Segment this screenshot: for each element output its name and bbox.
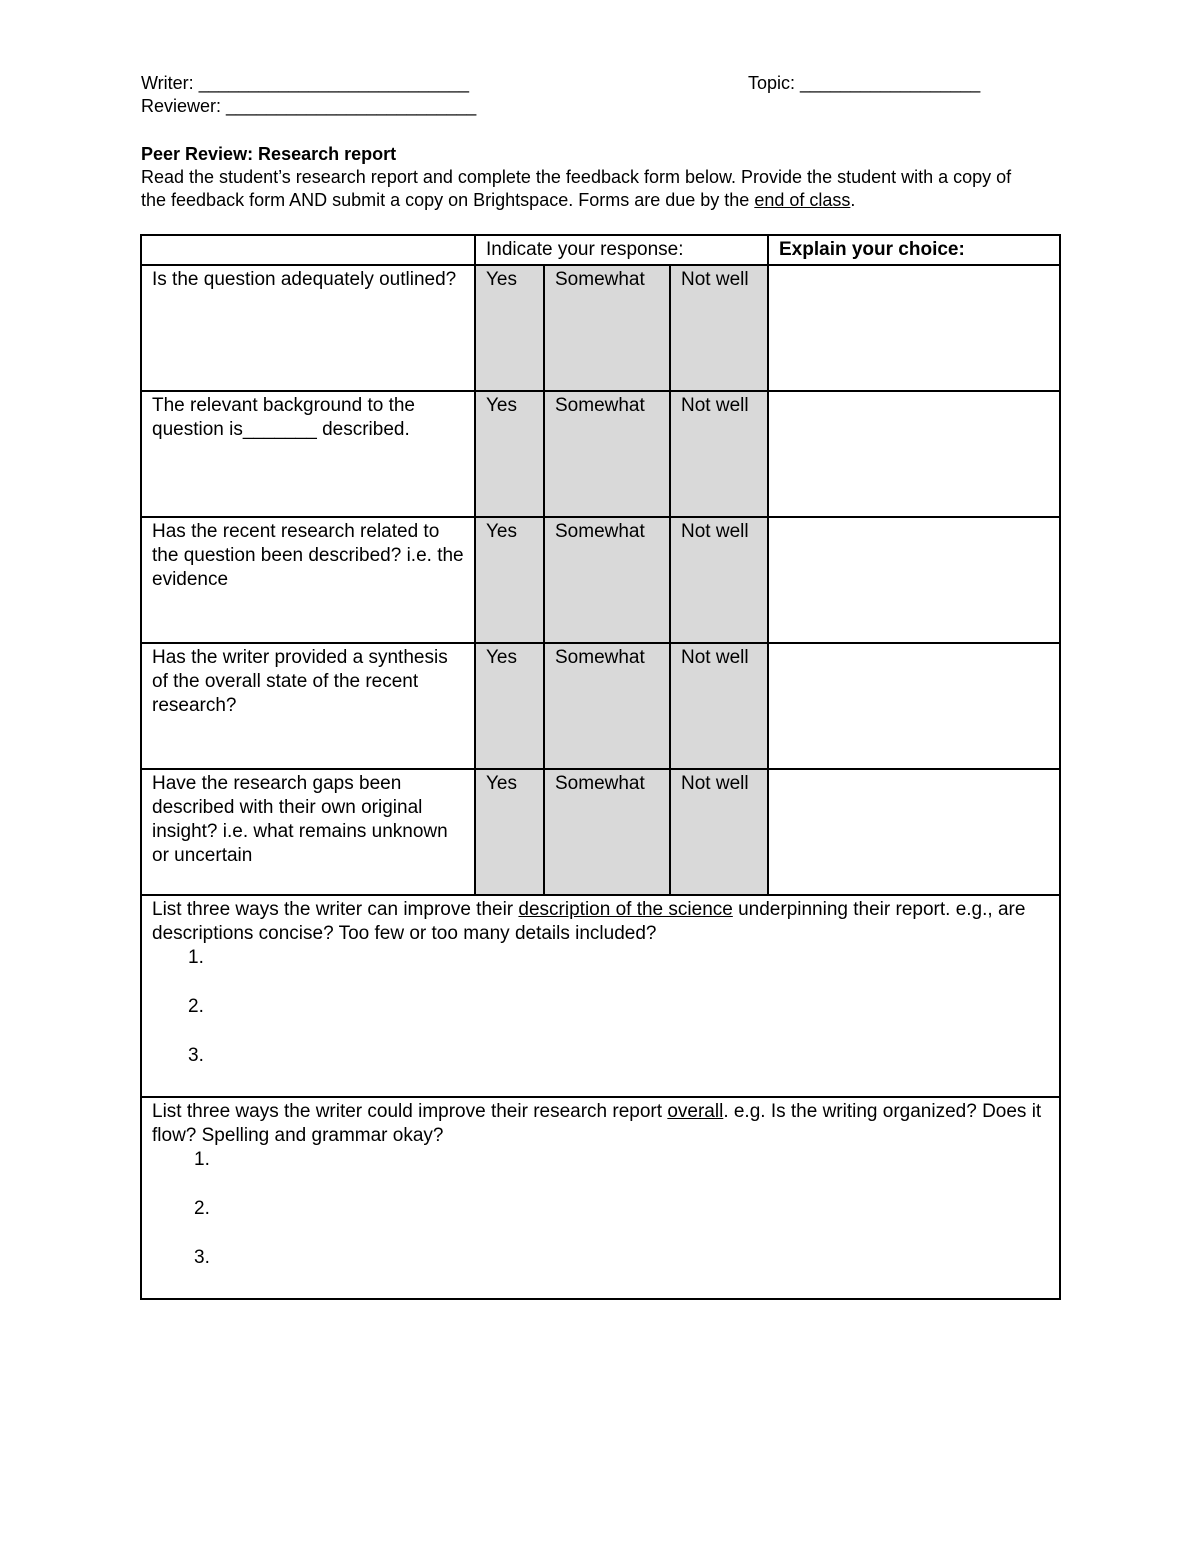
- option-yes[interactable]: Yes: [475, 517, 544, 643]
- instructions-deadline: end of class: [754, 190, 851, 210]
- response-header: Indicate your response:: [475, 235, 768, 265]
- overall-prompt-rest: . e.g. Is the writing organized? Does it flow? Spelling and grammar okay?: [152, 1101, 1042, 1146]
- overall-prompt-text: List three ways the writer could improve their research report: [152, 1101, 668, 1122]
- option-somewhat[interactable]: Somewhat: [544, 517, 670, 643]
- science-prompt-rest: underpinning their report. e.g., are descriptions concise? Too few or too many details included?: [152, 899, 1026, 944]
- writer-label: Writer:: [141, 73, 194, 93]
- table-row: [141, 769, 1060, 895]
- question-cell: The relevant background to the question is_______ described.: [141, 391, 475, 517]
- instructions-text: Read the student’s research report and complete the feedback form below. Provide the student with a copy of the feedback form AND submit a copy on Brightspace. Forms are due by the: [141, 167, 1012, 210]
- option-somewhat[interactable]: Somewhat: [544, 769, 670, 895]
- list-item[interactable]: 3.: [188, 1045, 204, 1066]
- table-row: [141, 517, 1060, 643]
- list-item[interactable]: 1.: [188, 947, 204, 968]
- topic-field[interactable]: [748, 72, 980, 94]
- list-item[interactable]: 2.: [188, 996, 204, 1017]
- option-not-well[interactable]: Not well: [670, 265, 768, 391]
- option-not-well[interactable]: Not well: [670, 769, 768, 895]
- overall-list: [152, 1148, 1049, 1295]
- overall-prompt: [152, 1100, 1049, 1148]
- list-item[interactable]: 3.: [194, 1247, 210, 1268]
- option-not-well[interactable]: Not well: [670, 517, 768, 643]
- overall-prompt-emphasis: overall: [667, 1101, 724, 1122]
- explain-cell[interactable]: [768, 769, 1060, 895]
- topic-blank[interactable]: __________________: [800, 73, 981, 93]
- explain-cell[interactable]: [768, 517, 1060, 643]
- list-item[interactable]: 1.: [194, 1149, 210, 1170]
- science-improvement-cell[interactable]: [141, 895, 1060, 1097]
- science-list: [152, 946, 1049, 1093]
- option-somewhat[interactable]: Somewhat: [544, 265, 670, 391]
- writer-field[interactable]: [141, 72, 469, 94]
- question-cell: Has the recent research related to the question been described? i.e. the evidence: [141, 517, 475, 643]
- reviewer-field[interactable]: [141, 95, 476, 117]
- overall-improvement-row: [141, 1097, 1060, 1299]
- option-somewhat[interactable]: Somewhat: [544, 391, 670, 517]
- question-cell: Have the research gaps been described with their own original insight? i.e. what remains unknown or uncertain: [141, 769, 475, 895]
- question-cell: Has the writer provided a synthesis of the overall state of the recent research?: [141, 643, 475, 769]
- option-yes[interactable]: Yes: [475, 265, 544, 391]
- option-yes[interactable]: Yes: [475, 769, 544, 895]
- explain-cell[interactable]: [768, 643, 1060, 769]
- explain-cell[interactable]: [768, 265, 1060, 391]
- explain-header: Explain your choice:: [768, 235, 1060, 265]
- science-prompt-emphasis: description of the science: [518, 899, 733, 920]
- table-row: [141, 265, 1060, 391]
- writer-blank[interactable]: ___________________________: [198, 73, 469, 93]
- instructions-end: .: [850, 190, 856, 210]
- table-row: [141, 643, 1060, 769]
- science-prompt: [152, 898, 1049, 946]
- science-prompt-text: List three ways the writer can improve their: [152, 899, 519, 920]
- list-item[interactable]: 2.: [194, 1198, 210, 1219]
- option-yes[interactable]: Yes: [475, 391, 544, 517]
- feedback-table: [140, 234, 1061, 1300]
- option-yes[interactable]: Yes: [475, 643, 544, 769]
- reviewer-label: Reviewer:: [141, 96, 222, 116]
- table-row: [141, 391, 1060, 517]
- table-header-row: [141, 235, 1060, 265]
- option-not-well[interactable]: Not well: [670, 643, 768, 769]
- header-empty-cell: [141, 235, 475, 265]
- option-not-well[interactable]: Not well: [670, 391, 768, 517]
- science-improvement-row: [141, 895, 1060, 1097]
- explain-cell[interactable]: [768, 391, 1060, 517]
- topic-label: Topic:: [748, 73, 796, 93]
- reviewer-blank[interactable]: _________________________: [226, 96, 477, 116]
- question-cell: Is the question adequately outlined?: [141, 265, 475, 391]
- option-somewhat[interactable]: Somewhat: [544, 643, 670, 769]
- page-title: Peer Review: Research report: [141, 144, 397, 164]
- instructions: [141, 166, 1041, 212]
- overall-improvement-cell[interactable]: [141, 1097, 1060, 1299]
